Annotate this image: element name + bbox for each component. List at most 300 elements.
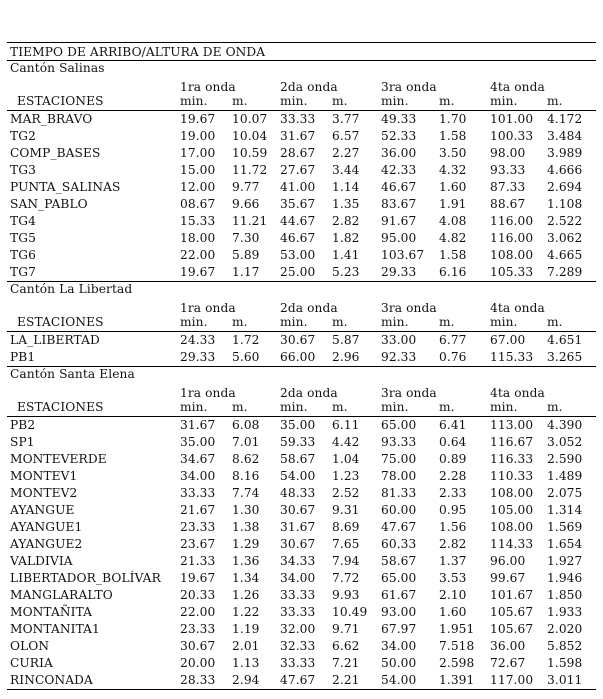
wave-height: 9.66 [232,197,260,211]
arrival-minutes: 30.67 [280,537,316,551]
table-body [7,61,596,690]
arrival-minutes: 101.67 [490,588,534,602]
section-title [7,367,596,384]
arrival-minutes: 49.33 [381,112,417,126]
arrival-minutes: 116.00 [490,231,534,245]
table-row [7,264,596,281]
m-header: m. [547,315,563,329]
arrival-minutes: 35.00 [280,418,316,432]
wave-height: 0.64 [439,435,467,449]
wave-height: 6.16 [439,265,467,279]
stations-header: ESTACIONES [17,94,104,108]
wave-height: 0.76 [439,350,467,364]
stations-header: ESTACIONES [17,315,104,329]
wave-label: 4ta onda [490,301,545,315]
wave-height: 3.53 [439,571,467,585]
arrival-minutes: 47.67 [381,520,417,534]
wave-height: 2.01 [232,639,260,653]
wave-height: 2.27 [332,146,360,160]
wave-header-row [7,78,596,95]
arrival-minutes: 31.67 [180,418,216,432]
wave-height: 3.011 [547,673,583,687]
arrival-minutes: 103.67 [381,248,425,262]
table-row [7,417,596,434]
arrival-minutes: 20.33 [180,588,216,602]
wave-height: 1.314 [547,503,583,517]
wave-height: 6.62 [332,639,360,653]
table-row [7,655,596,672]
arrival-minutes: 19.00 [180,129,216,143]
wave-height: 1.14 [332,180,360,194]
arrival-minutes: 42.33 [381,163,417,177]
wave-height: 6.08 [232,418,260,432]
arrival-minutes: 67.97 [381,622,417,636]
arrival-minutes: 33.00 [381,333,417,347]
wave-height: 1.850 [547,588,583,602]
m-header: m. [232,400,248,414]
arrival-minutes: 30.67 [280,503,316,517]
wave-height: 1.58 [439,129,467,143]
station-name: TG7 [10,265,36,279]
arrival-minutes: 75.00 [381,452,417,466]
station-name: RINCONADA [10,673,93,687]
wave-height: 2.82 [439,537,467,551]
wave-height: 1.41 [332,248,360,262]
arrival-minutes: 48.33 [280,486,316,500]
wave-height: 1.38 [232,520,260,534]
arrival-minutes: 93.33 [490,163,526,177]
arrival-minutes: 65.00 [381,418,417,432]
wave-arrival-table [7,42,596,690]
table-row [7,604,596,621]
table-row [7,553,596,570]
wave-height: 1.17 [232,265,260,279]
arrival-minutes: 105.67 [490,605,534,619]
table-row [7,145,596,162]
min-header: min. [381,400,409,414]
wave-height: 5.852 [547,639,583,653]
table-row [7,672,596,689]
station-name: PB2 [10,418,36,432]
table-row [7,247,596,264]
wave-height: 1.70 [439,112,467,126]
station-name: AYANGUE [10,503,75,517]
table-title: TIEMPO DE ARRIBO/ALTURA DE ONDA [10,45,266,59]
wave-label: 2da onda [280,80,338,94]
arrival-minutes: 41.00 [280,180,316,194]
arrival-minutes: 88.67 [490,197,526,211]
m-header: m. [439,400,455,414]
arrival-minutes: 33.33 [280,605,316,619]
arrival-minutes: 23.33 [180,520,216,534]
arrival-minutes: 91.67 [381,214,417,228]
station-name: PB1 [10,350,36,364]
wave-height: 4.665 [547,248,583,262]
table-row [7,213,596,230]
station-name: MAR_BRAVO [10,112,93,126]
station-name: MONTAÑITA [10,605,93,619]
min-header: min. [490,400,518,414]
arrival-minutes: 113.00 [490,418,534,432]
wave-height: 1.36 [232,554,260,568]
wave-label: 3ra onda [381,301,437,315]
column-header-row [7,401,596,416]
wave-label: 2da onda [280,386,338,400]
arrival-minutes: 116.67 [490,435,534,449]
m-header: m. [332,315,348,329]
m-header: m. [332,400,348,414]
arrival-minutes: 98.00 [490,146,526,160]
arrival-minutes: 20.00 [180,656,216,670]
wave-height: 5.23 [332,265,360,279]
wave-height: 3.052 [547,435,583,449]
arrival-minutes: 95.00 [381,231,417,245]
station-name: TG4 [10,214,36,228]
m-header: m. [439,315,455,329]
wave-label: 4ta onda [490,386,545,400]
arrival-minutes: 24.33 [180,333,216,347]
arrival-minutes: 33.33 [280,656,316,670]
arrival-minutes: 23.67 [180,537,216,551]
arrival-minutes: 33.33 [280,112,316,126]
arrival-minutes: 31.67 [280,520,316,534]
wave-height: 1.13 [232,656,260,670]
wave-label: 2da onda [280,301,338,315]
arrival-minutes: 22.00 [180,248,216,262]
m-header: m. [547,400,563,414]
wave-height: 6.41 [439,418,467,432]
m-header: m. [547,94,563,108]
table-row [7,434,596,451]
arrival-minutes: 101.00 [490,112,534,126]
station-name: AYANGUE1 [10,520,83,534]
wave-height: 7.518 [439,639,475,653]
wave-height: 1.391 [439,673,475,687]
arrival-minutes: 19.67 [180,112,216,126]
wave-height: 1.30 [232,503,260,517]
section-name: Cantón La Libertad [10,282,133,296]
wave-height: 1.933 [547,605,583,619]
wave-height: 5.60 [232,350,260,364]
table-row [7,587,596,604]
table-row [7,536,596,553]
arrival-minutes: 23.33 [180,622,216,636]
wave-height: 2.590 [547,452,583,466]
wave-height: 1.23 [332,469,360,483]
table-row [7,111,596,128]
min-header: min. [280,94,308,108]
wave-height: 2.94 [232,673,260,687]
station-name: MONTEV1 [10,469,78,483]
section-end-rule [7,689,596,690]
station-name: LA_LIBERTAD [10,333,100,347]
arrival-minutes: 83.67 [381,197,417,211]
table-row [7,621,596,638]
arrival-minutes: 29.33 [180,350,216,364]
station-name: SP1 [10,435,35,449]
wave-height: 1.60 [439,180,467,194]
arrival-minutes: 32.33 [280,639,316,653]
arrival-minutes: 28.33 [180,673,216,687]
wave-label: 1ra onda [180,386,236,400]
wave-height: 4.82 [439,231,467,245]
table-row [7,332,596,349]
arrival-minutes: 65.00 [381,571,417,585]
wave-height: 2.21 [332,673,360,687]
arrival-minutes: 99.67 [490,571,526,585]
wave-height: 4.666 [547,163,583,177]
wave-height: 5.89 [232,248,260,262]
table-row [7,468,596,485]
arrival-minutes: 46.67 [381,180,417,194]
arrival-minutes: 32.00 [280,622,316,636]
wave-height: 1.951 [439,622,475,636]
arrival-minutes: 27.67 [280,163,316,177]
wave-height: 4.651 [547,333,583,347]
arrival-minutes: 54.00 [381,673,417,687]
wave-height: 1.72 [232,333,260,347]
arrival-minutes: 61.67 [381,588,417,602]
wave-height: 1.82 [332,231,360,245]
table-row [7,196,596,213]
station-name: TG6 [10,248,36,262]
arrival-minutes: 21.33 [180,554,216,568]
wave-height: 1.34 [232,571,260,585]
arrival-minutes: 36.00 [490,639,526,653]
wave-label: 1ra onda [180,301,236,315]
wave-height: 7.94 [332,554,360,568]
wave-height: 10.04 [232,129,268,143]
wave-label: 1ra onda [180,80,236,94]
arrival-minutes: 44.67 [280,214,316,228]
station-name: MANGLARALTO [10,588,113,602]
arrival-minutes: 108.00 [490,248,534,262]
wave-height: 2.598 [439,656,475,670]
arrival-minutes: 29.33 [381,265,417,279]
wave-height: 1.598 [547,656,583,670]
min-header: min. [280,400,308,414]
station-name: LIBERTADOR_BOLÍVAR [10,571,161,585]
wave-height: 3.44 [332,163,360,177]
arrival-minutes: 117.00 [490,673,534,687]
wave-height: 6.57 [332,129,360,143]
arrival-minutes: 108.00 [490,486,534,500]
wave-height: 3.50 [439,146,467,160]
wave-height: 6.11 [332,418,360,432]
arrival-minutes: 59.33 [280,435,316,449]
arrival-minutes: 66.00 [280,350,316,364]
arrival-minutes: 46.67 [280,231,316,245]
wave-height: 1.19 [232,622,260,636]
arrival-minutes: 60.33 [381,537,417,551]
section-name: Cantón Santa Elena [10,367,135,381]
table-row [7,485,596,502]
station-name: TG3 [10,163,36,177]
station-name: SAN_PABLO [10,197,88,211]
arrival-minutes: 50.00 [381,656,417,670]
wave-height: 1.35 [332,197,360,211]
wave-height: 1.29 [232,537,260,551]
station-name: AYANGUE2 [10,537,83,551]
wave-height: 2.694 [547,180,583,194]
wave-height: 6.77 [439,333,467,347]
m-header: m. [332,94,348,108]
wave-height: 1.946 [547,571,583,585]
wave-height: 7.30 [232,231,260,245]
station-name: TG5 [10,231,36,245]
arrival-minutes: 96.00 [490,554,526,568]
wave-height: 7.74 [232,486,260,500]
arrival-minutes: 93.00 [381,605,417,619]
table-row [7,638,596,655]
station-name: VALDIVIA [10,554,73,568]
wave-header-row [7,299,596,316]
section-name: Cantón Salinas [10,61,105,75]
station-name: OLON [10,639,50,653]
m-header: m. [232,315,248,329]
wave-height: 3.484 [547,129,583,143]
wave-height: 1.60 [439,605,467,619]
arrival-minutes: 19.67 [180,571,216,585]
section-title [7,61,596,78]
column-header-row [7,95,596,110]
wave-height: 4.390 [547,418,583,432]
wave-height: 11.21 [232,214,268,228]
station-name: MONTANITA1 [10,622,100,636]
table-row [7,519,596,536]
wave-height: 9.71 [332,622,360,636]
m-header: m. [232,94,248,108]
station-name: CURIA [10,656,53,670]
wave-label: 4ta onda [490,80,545,94]
wave-height: 1.37 [439,554,467,568]
wave-height: 9.77 [232,180,260,194]
wave-label: 3ra onda [381,80,437,94]
wave-height: 10.07 [232,112,268,126]
arrival-minutes: 114.33 [490,537,534,551]
arrival-minutes: 72.67 [490,656,526,670]
station-name: TG2 [10,129,36,143]
wave-header-row [7,384,596,401]
m-header: m. [439,94,455,108]
arrival-minutes: 08.67 [180,197,216,211]
wave-height: 0.89 [439,452,467,466]
wave-height: 1.22 [232,605,260,619]
wave-label: 3ra onda [381,386,437,400]
arrival-minutes: 108.00 [490,520,534,534]
wave-height: 7.289 [547,265,583,279]
wave-height: 1.91 [439,197,467,211]
station-name: COMP_BASES [10,146,101,160]
table-row [7,570,596,587]
wave-height: 1.489 [547,469,583,483]
arrival-minutes: 105.33 [490,265,534,279]
station-name: PUNTA_SALINAS [10,180,121,194]
arrival-minutes: 47.67 [280,673,316,687]
arrival-minutes: 35.67 [280,197,316,211]
arrival-minutes: 21.67 [180,503,216,517]
station-name: MONTEVERDE [10,452,107,466]
wave-height: 2.52 [332,486,360,500]
wave-height: 1.56 [439,520,467,534]
wave-height: 8.16 [232,469,260,483]
wave-height: 4.172 [547,112,583,126]
table-row [7,162,596,179]
arrival-minutes: 35.00 [180,435,216,449]
arrival-minutes: 36.00 [381,146,417,160]
arrival-minutes: 78.00 [381,469,417,483]
wave-height: 8.62 [232,452,260,466]
wave-height: 3.77 [332,112,360,126]
wave-height: 4.42 [332,435,360,449]
wave-height: 1.04 [332,452,360,466]
min-header: min. [490,315,518,329]
wave-height: 2.96 [332,350,360,364]
arrival-minutes: 67.00 [490,333,526,347]
arrival-minutes: 81.33 [381,486,417,500]
table-row [7,128,596,145]
arrival-minutes: 105.67 [490,622,534,636]
wave-height: 1.108 [547,197,583,211]
min-header: min. [180,400,208,414]
arrival-minutes: 33.33 [180,486,216,500]
wave-height: 11.72 [232,163,268,177]
arrival-minutes: 116.00 [490,214,534,228]
wave-height: 4.32 [439,163,467,177]
arrival-minutes: 110.33 [490,469,534,483]
arrival-minutes: 105.00 [490,503,534,517]
wave-height: 3.062 [547,231,583,245]
wave-height: 7.72 [332,571,360,585]
wave-height: 8.69 [332,520,360,534]
wave-height: 9.31 [332,503,360,517]
wave-height: 2.075 [547,486,583,500]
arrival-minutes: 60.00 [381,503,417,517]
arrival-minutes: 115.33 [490,350,534,364]
wave-height: 0.95 [439,503,467,517]
arrival-minutes: 18.00 [180,231,216,245]
arrival-minutes: 100.33 [490,129,534,143]
wave-height: 10.49 [332,605,368,619]
arrival-minutes: 93.33 [381,435,417,449]
wave-height: 2.522 [547,214,583,228]
min-header: min. [381,315,409,329]
wave-height: 1.569 [547,520,583,534]
arrival-minutes: 15.00 [180,163,216,177]
wave-height: 1.58 [439,248,467,262]
arrival-minutes: 87.33 [490,180,526,194]
arrival-minutes: 31.67 [280,129,316,143]
column-header-row [7,316,596,331]
table-row [7,502,596,519]
min-header: min. [381,94,409,108]
arrival-minutes: 12.00 [180,180,216,194]
wave-height: 1.654 [547,537,583,551]
arrival-minutes: 33.33 [280,588,316,602]
table-row [7,349,596,366]
wave-height: 2.33 [439,486,467,500]
arrival-minutes: 30.67 [180,639,216,653]
arrival-minutes: 54.00 [280,469,316,483]
station-name: MONTEV2 [10,486,78,500]
arrival-minutes: 28.67 [280,146,316,160]
wave-height: 1.26 [232,588,260,602]
arrival-minutes: 58.67 [381,554,417,568]
arrival-minutes: 34.00 [381,639,417,653]
arrival-minutes: 53.00 [280,248,316,262]
min-header: min. [180,315,208,329]
arrival-minutes: 52.33 [381,129,417,143]
